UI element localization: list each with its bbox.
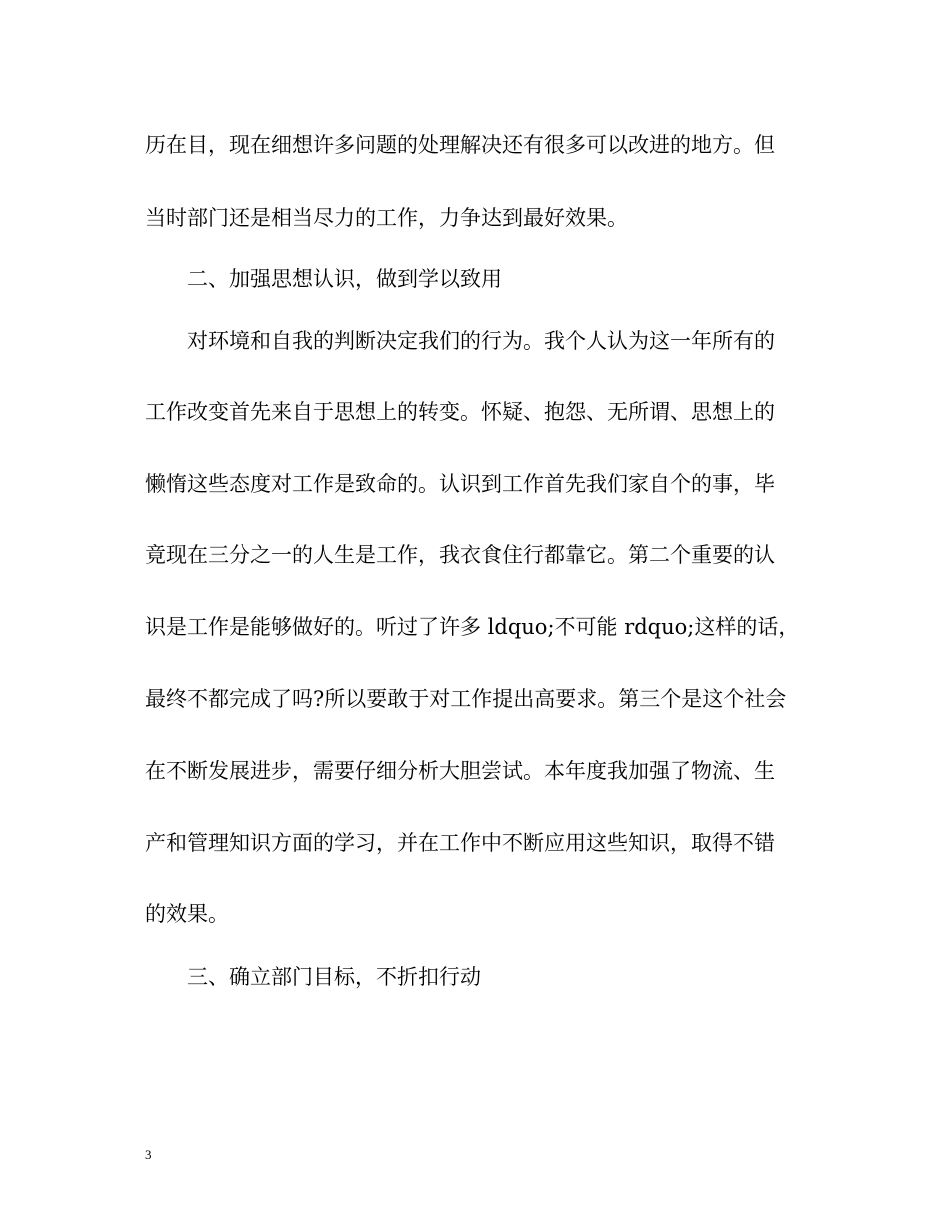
body-line: 的效果。 [145, 902, 229, 926]
body-line: 识是工作是能够做好的。听过了许多 ldquo;不可能 rdquo;这样的话， [145, 615, 800, 639]
section-heading: 三、确立部门目标，不折扣行动 [187, 965, 481, 989]
body-line: 历在目，现在细想许多问题的处理解决还有很多可以改进的地方。但 [145, 133, 775, 157]
body-line: 竟现在三分之一的人生是工作，我衣食住行都靠它。第二个重要的认 [145, 543, 775, 567]
body-line: 在不断发展进步，需要仔细分析大胆尝试。本年度我加强了物流、生 [145, 759, 775, 783]
section-heading: 二、加强思想认识，做到学以致用 [187, 267, 502, 291]
body-line: 产和管理知识方面的学习，并在工作中不断应用这些知识，取得不错 [145, 831, 775, 855]
body-line: 工作改变首先来自于思想上的转变。怀疑、抱怨、无所谓、思想上的 [145, 400, 775, 424]
paragraph-first-line: 对环境和自我的判断决定我们的行为。我个人认为这一年所有的 [187, 329, 775, 353]
body-line: 当时部门还是相当尽力的工作，力争达到最好效果。 [145, 206, 628, 230]
body-line: 最终不都完成了吗?所以要敢于对工作提出高要求。第三个是这个社会 [145, 687, 787, 711]
body-line: 懒惰这些态度对工作是致命的。认识到工作首先我们家自个的事，毕 [145, 472, 775, 496]
page-number: 3 [145, 1147, 152, 1162]
